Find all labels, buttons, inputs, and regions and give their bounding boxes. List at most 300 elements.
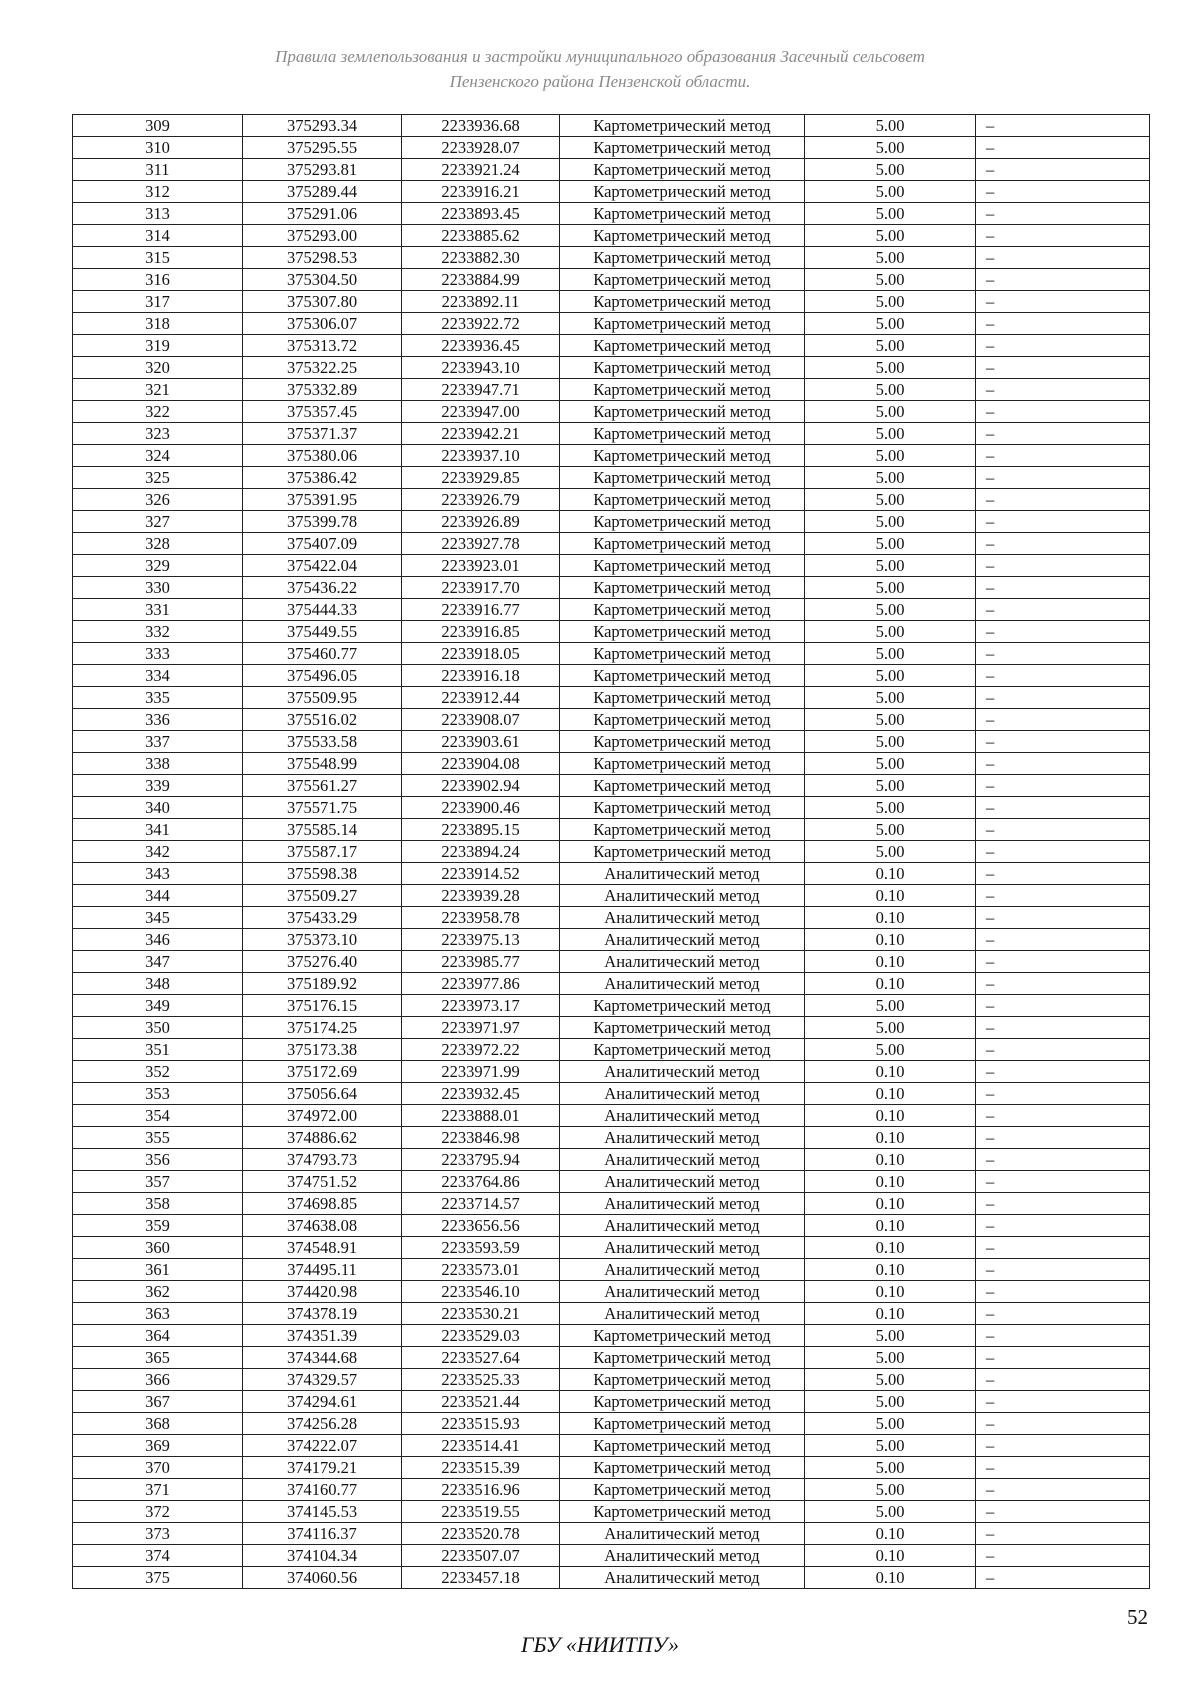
accuracy-cell: 5.00 bbox=[805, 555, 976, 577]
method-cell: Картометрический метод bbox=[560, 269, 805, 291]
table-row bbox=[73, 797, 1150, 819]
accuracy-cell: 5.00 bbox=[805, 1391, 976, 1413]
accuracy-cell: 5.00 bbox=[805, 1017, 976, 1039]
y-coordinate-cell: 2233846.98 bbox=[402, 1127, 560, 1149]
x-coordinate-cell: 374495.11 bbox=[243, 1259, 402, 1281]
method-cell: Картометрический метод bbox=[560, 599, 805, 621]
accuracy-cell: 0.10 bbox=[805, 1127, 976, 1149]
point-number-cell: 348 bbox=[73, 973, 243, 995]
table-row bbox=[73, 445, 1150, 467]
x-coordinate-cell: 375322.25 bbox=[243, 357, 402, 379]
accuracy-cell: 5.00 bbox=[805, 357, 976, 379]
point-number-cell: 328 bbox=[73, 533, 243, 555]
table-row bbox=[73, 1567, 1150, 1589]
x-coordinate-cell: 375533.58 bbox=[243, 731, 402, 753]
table-row bbox=[73, 819, 1150, 841]
note-cell: – bbox=[976, 247, 1150, 269]
x-coordinate-cell: 375056.64 bbox=[243, 1083, 402, 1105]
y-coordinate-cell: 2233973.17 bbox=[402, 995, 560, 1017]
header-line-2: Пензенского района Пензенской области. bbox=[449, 72, 751, 91]
y-coordinate-cell: 2233977.86 bbox=[402, 973, 560, 995]
method-cell: Картометрический метод bbox=[560, 357, 805, 379]
note-cell: – bbox=[976, 1347, 1150, 1369]
method-cell: Картометрический метод bbox=[560, 841, 805, 863]
table-row bbox=[73, 1479, 1150, 1501]
method-cell: Картометрический метод bbox=[560, 313, 805, 335]
method-cell: Картометрический метод bbox=[560, 247, 805, 269]
accuracy-cell: 5.00 bbox=[805, 1457, 976, 1479]
accuracy-cell: 5.00 bbox=[805, 1435, 976, 1457]
method-cell: Картометрический метод bbox=[560, 775, 805, 797]
note-cell: – bbox=[976, 687, 1150, 709]
table-row bbox=[73, 247, 1150, 269]
note-cell: – bbox=[976, 467, 1150, 489]
method-cell: Картометрический метод bbox=[560, 1325, 805, 1347]
accuracy-cell: 5.00 bbox=[805, 269, 976, 291]
accuracy-cell: 5.00 bbox=[805, 445, 976, 467]
method-cell: Картометрический метод bbox=[560, 621, 805, 643]
x-coordinate-cell: 375509.95 bbox=[243, 687, 402, 709]
point-number-cell: 344 bbox=[73, 885, 243, 907]
accuracy-cell: 0.10 bbox=[805, 1105, 976, 1127]
y-coordinate-cell: 2233546.10 bbox=[402, 1281, 560, 1303]
accuracy-cell: 5.00 bbox=[805, 1369, 976, 1391]
table-row bbox=[73, 863, 1150, 885]
method-cell: Аналитический метод bbox=[560, 1149, 805, 1171]
x-coordinate-cell: 375571.75 bbox=[243, 797, 402, 819]
point-number-cell: 321 bbox=[73, 379, 243, 401]
table-row bbox=[73, 1325, 1150, 1347]
method-cell: Картометрический метод bbox=[560, 1039, 805, 1061]
table-row bbox=[73, 1105, 1150, 1127]
x-coordinate-cell: 374179.21 bbox=[243, 1457, 402, 1479]
method-cell: Аналитический метод bbox=[560, 1171, 805, 1193]
y-coordinate-cell: 2233916.85 bbox=[402, 621, 560, 643]
accuracy-cell: 5.00 bbox=[805, 511, 976, 533]
y-coordinate-cell: 2233943.10 bbox=[402, 357, 560, 379]
note-cell: – bbox=[976, 709, 1150, 731]
point-number-cell: 347 bbox=[73, 951, 243, 973]
method-cell: Картометрический метод bbox=[560, 533, 805, 555]
accuracy-cell: 5.00 bbox=[805, 335, 976, 357]
y-coordinate-cell: 2233573.01 bbox=[402, 1259, 560, 1281]
x-coordinate-cell: 374751.52 bbox=[243, 1171, 402, 1193]
accuracy-cell: 0.10 bbox=[805, 1281, 976, 1303]
x-coordinate-cell: 375332.89 bbox=[243, 379, 402, 401]
y-coordinate-cell: 2233927.78 bbox=[402, 533, 560, 555]
accuracy-cell: 5.00 bbox=[805, 247, 976, 269]
note-cell: – bbox=[976, 1457, 1150, 1479]
method-cell: Картометрический метод bbox=[560, 555, 805, 577]
table-row bbox=[73, 1347, 1150, 1369]
accuracy-cell: 0.10 bbox=[805, 929, 976, 951]
note-cell: – bbox=[976, 1501, 1150, 1523]
table-row bbox=[73, 687, 1150, 709]
x-coordinate-cell: 374698.85 bbox=[243, 1193, 402, 1215]
table-row bbox=[73, 1259, 1150, 1281]
y-coordinate-cell: 2233515.93 bbox=[402, 1413, 560, 1435]
note-cell: – bbox=[976, 1259, 1150, 1281]
y-coordinate-cell: 2233947.71 bbox=[402, 379, 560, 401]
accuracy-cell: 5.00 bbox=[805, 1413, 976, 1435]
table-row bbox=[73, 137, 1150, 159]
method-cell: Аналитический метод bbox=[560, 1281, 805, 1303]
table-row bbox=[73, 1039, 1150, 1061]
note-cell: – bbox=[976, 1545, 1150, 1567]
x-coordinate-cell: 374145.53 bbox=[243, 1501, 402, 1523]
point-number-cell: 368 bbox=[73, 1413, 243, 1435]
method-cell: Картометрический метод bbox=[560, 137, 805, 159]
y-coordinate-cell: 2233985.77 bbox=[402, 951, 560, 973]
note-cell: – bbox=[976, 1171, 1150, 1193]
method-cell: Картометрический метод bbox=[560, 1479, 805, 1501]
method-cell: Картометрический метод bbox=[560, 181, 805, 203]
y-coordinate-cell: 2233975.13 bbox=[402, 929, 560, 951]
table-row bbox=[73, 1061, 1150, 1083]
method-cell: Аналитический метод bbox=[560, 1545, 805, 1567]
point-number-cell: 358 bbox=[73, 1193, 243, 1215]
y-coordinate-cell: 2233521.44 bbox=[402, 1391, 560, 1413]
page-number: 52 bbox=[1127, 1605, 1148, 1629]
method-cell: Аналитический метод bbox=[560, 951, 805, 973]
method-cell: Картометрический метод bbox=[560, 1391, 805, 1413]
point-number-cell: 311 bbox=[73, 159, 243, 181]
note-cell: – bbox=[976, 401, 1150, 423]
method-cell: Аналитический метод bbox=[560, 863, 805, 885]
table-row bbox=[73, 379, 1150, 401]
x-coordinate-cell: 375357.45 bbox=[243, 401, 402, 423]
x-coordinate-cell: 375293.81 bbox=[243, 159, 402, 181]
method-cell: Аналитический метод bbox=[560, 973, 805, 995]
x-coordinate-cell: 375176.15 bbox=[243, 995, 402, 1017]
note-cell: – bbox=[976, 1237, 1150, 1259]
note-cell: – bbox=[976, 995, 1150, 1017]
note-cell: – bbox=[976, 1105, 1150, 1127]
method-cell: Аналитический метод bbox=[560, 1061, 805, 1083]
x-coordinate-cell: 375436.22 bbox=[243, 577, 402, 599]
point-number-cell: 335 bbox=[73, 687, 243, 709]
method-cell: Картометрический метод bbox=[560, 225, 805, 247]
y-coordinate-cell: 2233929.85 bbox=[402, 467, 560, 489]
point-number-cell: 363 bbox=[73, 1303, 243, 1325]
x-coordinate-cell: 374060.56 bbox=[243, 1567, 402, 1589]
x-coordinate-cell: 375313.72 bbox=[243, 335, 402, 357]
x-coordinate-cell: 375304.50 bbox=[243, 269, 402, 291]
table-row bbox=[73, 1215, 1150, 1237]
note-cell: – bbox=[976, 291, 1150, 313]
point-number-cell: 366 bbox=[73, 1369, 243, 1391]
method-cell: Картометрический метод bbox=[560, 1501, 805, 1523]
method-cell: Картометрический метод bbox=[560, 665, 805, 687]
note-cell: – bbox=[976, 115, 1150, 137]
table-row bbox=[73, 1303, 1150, 1325]
method-cell: Картометрический метод bbox=[560, 335, 805, 357]
point-number-cell: 356 bbox=[73, 1149, 243, 1171]
y-coordinate-cell: 2233514.41 bbox=[402, 1435, 560, 1457]
method-cell: Картометрический метод bbox=[560, 159, 805, 181]
table-row bbox=[73, 203, 1150, 225]
point-number-cell: 359 bbox=[73, 1215, 243, 1237]
table-row bbox=[73, 907, 1150, 929]
accuracy-cell: 5.00 bbox=[805, 313, 976, 335]
method-cell: Картометрический метод bbox=[560, 709, 805, 731]
accuracy-cell: 0.10 bbox=[805, 951, 976, 973]
note-cell: – bbox=[976, 203, 1150, 225]
table-row bbox=[73, 1501, 1150, 1523]
y-coordinate-cell: 2233932.45 bbox=[402, 1083, 560, 1105]
accuracy-cell: 0.10 bbox=[805, 1083, 976, 1105]
accuracy-cell: 5.00 bbox=[805, 775, 976, 797]
x-coordinate-cell: 374420.98 bbox=[243, 1281, 402, 1303]
note-cell: – bbox=[976, 1149, 1150, 1171]
table-row bbox=[73, 885, 1150, 907]
y-coordinate-cell: 2233928.07 bbox=[402, 137, 560, 159]
point-number-cell: 310 bbox=[73, 137, 243, 159]
point-number-cell: 329 bbox=[73, 555, 243, 577]
y-coordinate-cell: 2233519.55 bbox=[402, 1501, 560, 1523]
method-cell: Аналитический метод bbox=[560, 907, 805, 929]
method-cell: Аналитический метод bbox=[560, 1303, 805, 1325]
method-cell: Картометрический метод bbox=[560, 995, 805, 1017]
note-cell: – bbox=[976, 577, 1150, 599]
method-cell: Картометрический метод bbox=[560, 467, 805, 489]
point-number-cell: 330 bbox=[73, 577, 243, 599]
note-cell: – bbox=[976, 1083, 1150, 1105]
x-coordinate-cell: 374793.73 bbox=[243, 1149, 402, 1171]
point-number-cell: 336 bbox=[73, 709, 243, 731]
table-row bbox=[73, 1457, 1150, 1479]
note-cell: – bbox=[976, 489, 1150, 511]
note-cell: – bbox=[976, 1391, 1150, 1413]
method-cell: Аналитический метод bbox=[560, 929, 805, 951]
accuracy-cell: 5.00 bbox=[805, 995, 976, 1017]
note-cell: – bbox=[976, 929, 1150, 951]
note-cell: – bbox=[976, 1061, 1150, 1083]
x-coordinate-cell: 375307.80 bbox=[243, 291, 402, 313]
method-cell: Картометрический метод bbox=[560, 797, 805, 819]
note-cell: – bbox=[976, 775, 1150, 797]
table-row bbox=[73, 291, 1150, 313]
y-coordinate-cell: 2233947.00 bbox=[402, 401, 560, 423]
accuracy-cell: 5.00 bbox=[805, 401, 976, 423]
coordinates-table bbox=[72, 114, 1150, 1589]
note-cell: – bbox=[976, 863, 1150, 885]
table-row bbox=[73, 159, 1150, 181]
method-cell: Картометрический метод bbox=[560, 819, 805, 841]
method-cell: Картометрический метод bbox=[560, 489, 805, 511]
note-cell: – bbox=[976, 907, 1150, 929]
accuracy-cell: 0.10 bbox=[805, 973, 976, 995]
x-coordinate-cell: 375391.95 bbox=[243, 489, 402, 511]
x-coordinate-cell: 375380.06 bbox=[243, 445, 402, 467]
accuracy-cell: 0.10 bbox=[805, 1061, 976, 1083]
y-coordinate-cell: 2233926.89 bbox=[402, 511, 560, 533]
note-cell: – bbox=[976, 1435, 1150, 1457]
table-row bbox=[73, 467, 1150, 489]
accuracy-cell: 5.00 bbox=[805, 687, 976, 709]
x-coordinate-cell: 375172.69 bbox=[243, 1061, 402, 1083]
note-cell: – bbox=[976, 379, 1150, 401]
y-coordinate-cell: 2233882.30 bbox=[402, 247, 560, 269]
method-cell: Аналитический метод bbox=[560, 1127, 805, 1149]
y-coordinate-cell: 2233972.22 bbox=[402, 1039, 560, 1061]
accuracy-cell: 5.00 bbox=[805, 115, 976, 137]
note-cell: – bbox=[976, 1523, 1150, 1545]
accuracy-cell: 5.00 bbox=[805, 599, 976, 621]
accuracy-cell: 5.00 bbox=[805, 423, 976, 445]
accuracy-cell: 0.10 bbox=[805, 1149, 976, 1171]
note-cell: – bbox=[976, 1369, 1150, 1391]
point-number-cell: 318 bbox=[73, 313, 243, 335]
accuracy-cell: 5.00 bbox=[805, 1479, 976, 1501]
x-coordinate-cell: 374344.68 bbox=[243, 1347, 402, 1369]
x-coordinate-cell: 374638.08 bbox=[243, 1215, 402, 1237]
point-number-cell: 323 bbox=[73, 423, 243, 445]
table-row bbox=[73, 1545, 1150, 1567]
x-coordinate-cell: 375173.38 bbox=[243, 1039, 402, 1061]
y-coordinate-cell: 2233888.01 bbox=[402, 1105, 560, 1127]
accuracy-cell: 5.00 bbox=[805, 203, 976, 225]
table-row bbox=[73, 1083, 1150, 1105]
note-cell: – bbox=[976, 225, 1150, 247]
accuracy-cell: 0.10 bbox=[805, 885, 976, 907]
method-cell: Картометрический метод bbox=[560, 1435, 805, 1457]
y-coordinate-cell: 2233527.64 bbox=[402, 1347, 560, 1369]
note-cell: – bbox=[976, 1017, 1150, 1039]
point-number-cell: 367 bbox=[73, 1391, 243, 1413]
table-row bbox=[73, 401, 1150, 423]
point-number-cell: 340 bbox=[73, 797, 243, 819]
table-row bbox=[73, 489, 1150, 511]
note-cell: – bbox=[976, 1567, 1150, 1589]
x-coordinate-cell: 375293.00 bbox=[243, 225, 402, 247]
y-coordinate-cell: 2233884.99 bbox=[402, 269, 560, 291]
point-number-cell: 370 bbox=[73, 1457, 243, 1479]
note-cell: – bbox=[976, 973, 1150, 995]
table-row bbox=[73, 115, 1150, 137]
point-number-cell: 332 bbox=[73, 621, 243, 643]
y-coordinate-cell: 2233900.46 bbox=[402, 797, 560, 819]
accuracy-cell: 0.10 bbox=[805, 1193, 976, 1215]
x-coordinate-cell: 375289.44 bbox=[243, 181, 402, 203]
y-coordinate-cell: 2233895.15 bbox=[402, 819, 560, 841]
x-coordinate-cell: 374116.37 bbox=[243, 1523, 402, 1545]
table-row bbox=[73, 665, 1150, 687]
method-cell: Аналитический метод bbox=[560, 1523, 805, 1545]
accuracy-cell: 5.00 bbox=[805, 489, 976, 511]
accuracy-cell: 5.00 bbox=[805, 797, 976, 819]
accuracy-cell: 5.00 bbox=[805, 819, 976, 841]
point-number-cell: 365 bbox=[73, 1347, 243, 1369]
table-row bbox=[73, 621, 1150, 643]
x-coordinate-cell: 375460.77 bbox=[243, 643, 402, 665]
point-number-cell: 351 bbox=[73, 1039, 243, 1061]
method-cell: Картометрический метод bbox=[560, 379, 805, 401]
method-cell: Аналитический метод bbox=[560, 1083, 805, 1105]
point-number-cell: 346 bbox=[73, 929, 243, 951]
point-number-cell: 352 bbox=[73, 1061, 243, 1083]
note-cell: – bbox=[976, 797, 1150, 819]
note-cell: – bbox=[976, 731, 1150, 753]
accuracy-cell: 5.00 bbox=[805, 181, 976, 203]
note-cell: – bbox=[976, 555, 1150, 577]
y-coordinate-cell: 2233936.68 bbox=[402, 115, 560, 137]
x-coordinate-cell: 375561.27 bbox=[243, 775, 402, 797]
table-row bbox=[73, 1391, 1150, 1413]
y-coordinate-cell: 2233507.07 bbox=[402, 1545, 560, 1567]
accuracy-cell: 5.00 bbox=[805, 379, 976, 401]
y-coordinate-cell: 2233958.78 bbox=[402, 907, 560, 929]
method-cell: Картометрический метод bbox=[560, 1413, 805, 1435]
y-coordinate-cell: 2233914.52 bbox=[402, 863, 560, 885]
note-cell: – bbox=[976, 819, 1150, 841]
accuracy-cell: 5.00 bbox=[805, 753, 976, 775]
note-cell: – bbox=[976, 621, 1150, 643]
point-number-cell: 309 bbox=[73, 115, 243, 137]
note-cell: – bbox=[976, 841, 1150, 863]
point-number-cell: 322 bbox=[73, 401, 243, 423]
table-row bbox=[73, 511, 1150, 533]
y-coordinate-cell: 2233921.24 bbox=[402, 159, 560, 181]
y-coordinate-cell: 2233917.70 bbox=[402, 577, 560, 599]
point-number-cell: 326 bbox=[73, 489, 243, 511]
method-cell: Картометрический метод bbox=[560, 1457, 805, 1479]
method-cell: Картометрический метод bbox=[560, 1347, 805, 1369]
x-coordinate-cell: 375306.07 bbox=[243, 313, 402, 335]
table-row bbox=[73, 1193, 1150, 1215]
x-coordinate-cell: 375298.53 bbox=[243, 247, 402, 269]
y-coordinate-cell: 2233892.11 bbox=[402, 291, 560, 313]
note-cell: – bbox=[976, 1127, 1150, 1149]
point-number-cell: 334 bbox=[73, 665, 243, 687]
note-cell: – bbox=[976, 1193, 1150, 1215]
point-number-cell: 337 bbox=[73, 731, 243, 753]
y-coordinate-cell: 2233530.21 bbox=[402, 1303, 560, 1325]
point-number-cell: 350 bbox=[73, 1017, 243, 1039]
table-row bbox=[73, 643, 1150, 665]
y-coordinate-cell: 2233926.79 bbox=[402, 489, 560, 511]
point-number-cell: 371 bbox=[73, 1479, 243, 1501]
note-cell: – bbox=[976, 445, 1150, 467]
note-cell: – bbox=[976, 885, 1150, 907]
table-row bbox=[73, 1281, 1150, 1303]
accuracy-cell: 0.10 bbox=[805, 1523, 976, 1545]
accuracy-cell: 5.00 bbox=[805, 841, 976, 863]
y-coordinate-cell: 2233937.10 bbox=[402, 445, 560, 467]
note-cell: – bbox=[976, 533, 1150, 555]
y-coordinate-cell: 2233971.99 bbox=[402, 1061, 560, 1083]
method-cell: Картометрический метод bbox=[560, 291, 805, 313]
y-coordinate-cell: 2233903.61 bbox=[402, 731, 560, 753]
table-row bbox=[73, 841, 1150, 863]
accuracy-cell: 0.10 bbox=[805, 1237, 976, 1259]
y-coordinate-cell: 2233529.03 bbox=[402, 1325, 560, 1347]
note-cell: – bbox=[976, 357, 1150, 379]
method-cell: Картометрический метод bbox=[560, 577, 805, 599]
method-cell: Картометрический метод bbox=[560, 445, 805, 467]
y-coordinate-cell: 2233520.78 bbox=[402, 1523, 560, 1545]
x-coordinate-cell: 375174.25 bbox=[243, 1017, 402, 1039]
note-cell: – bbox=[976, 181, 1150, 203]
accuracy-cell: 5.00 bbox=[805, 731, 976, 753]
point-number-cell: 314 bbox=[73, 225, 243, 247]
x-coordinate-cell: 374378.19 bbox=[243, 1303, 402, 1325]
method-cell: Картометрический метод bbox=[560, 1017, 805, 1039]
accuracy-cell: 5.00 bbox=[805, 1347, 976, 1369]
method-cell: Картометрический метод bbox=[560, 1369, 805, 1391]
x-coordinate-cell: 374160.77 bbox=[243, 1479, 402, 1501]
y-coordinate-cell: 2233894.24 bbox=[402, 841, 560, 863]
